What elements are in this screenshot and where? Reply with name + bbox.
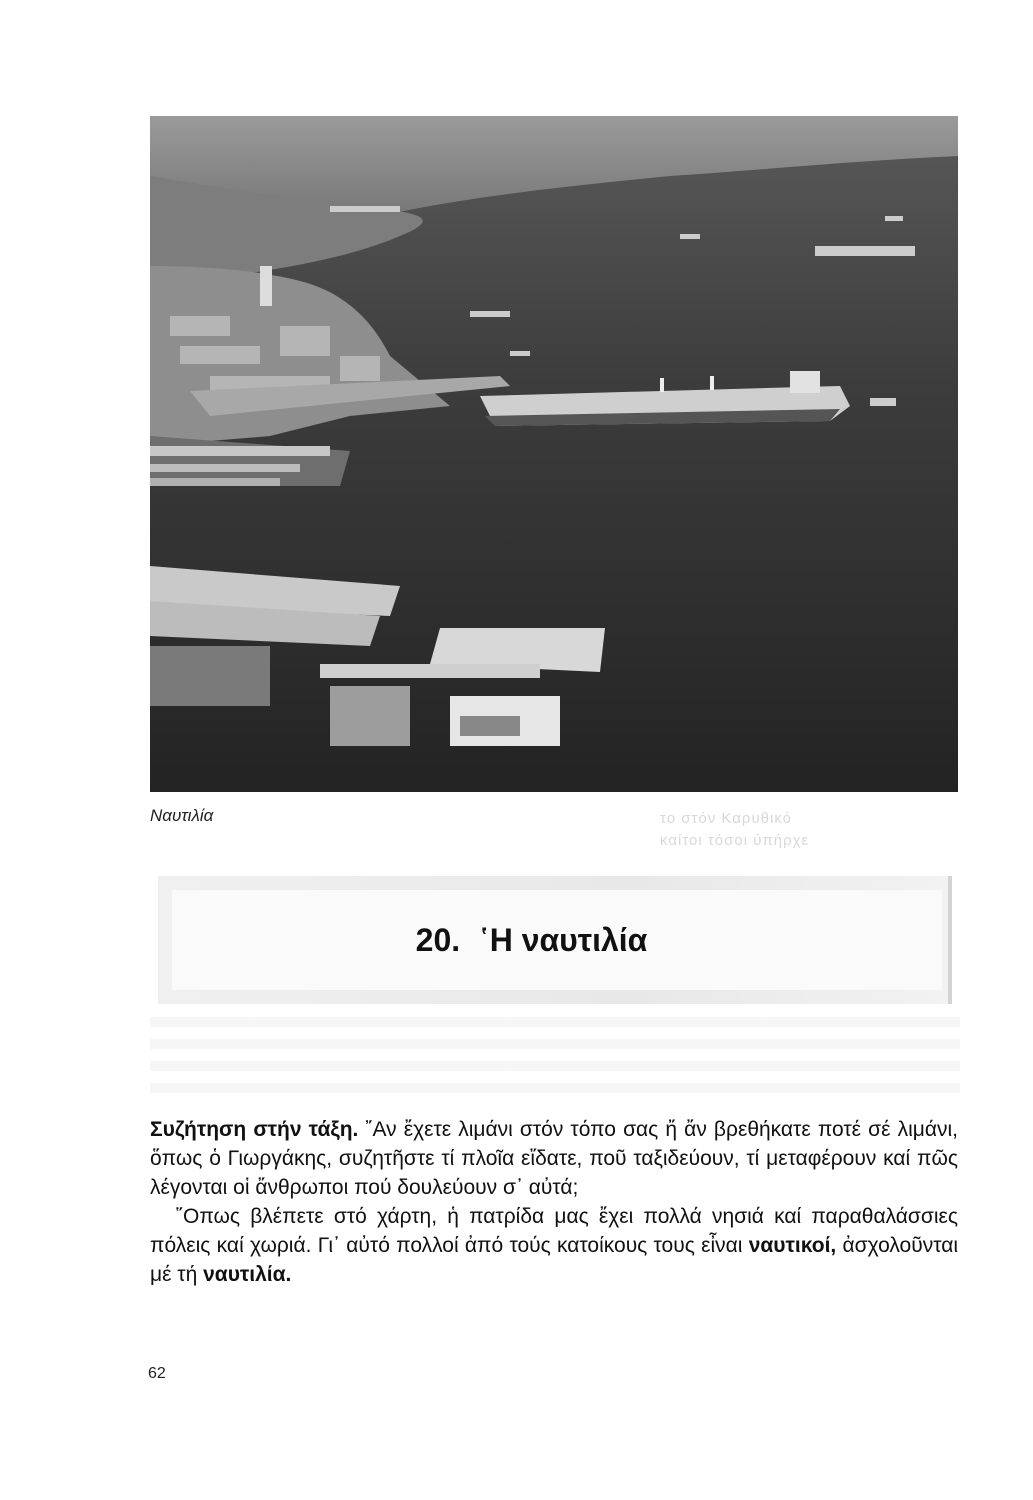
body-text [150, 1115, 958, 1289]
discussion-text: ῎Αν ἔχετε λιμάνι στόν τόπο σας ἤ ἄν βρεθήκατε ποτέ σέ λιμάνι, ὅπως ὁ Γιωργάκης, συζητῆστε τί πλοῖα εἴδατε, ποῦ ταξιδεύουν, τί μεταφέρουν καί πῶς λέγονται οἱ ἄνθρωποι πού δουλεύουν σ᾽ αὐτά; [150, 1118, 958, 1199]
chapter-name: ῾Η ναυτιλία [479, 922, 648, 958]
term-nautikoi: ναυτικοί, [748, 1234, 837, 1257]
term-nautilia: ναυτιλία. [203, 1263, 292, 1286]
chapter-title [0, 922, 1033, 959]
show-through-text: το στόν Καρυθικό καίτοι τόσοι ύπήρχε [660, 810, 810, 849]
paragraph-nautical [150, 1202, 958, 1289]
paragraph-discussion [150, 1115, 958, 1202]
photo-caption: Ναυτιλία [150, 806, 214, 825]
show-through-band [150, 1005, 960, 1105]
harbor-photo-drawing [150, 116, 958, 792]
nautical-mid: ἀσχολοῦνται μέ τή [150, 1234, 959, 1286]
chapter-number: 20. [415, 922, 461, 958]
nautical-text: ῞Οπως βλέπετε στό χάρτη, ἡ πατρίδα μας ἔχει πολλά νησιά καί παραθαλάσσιες πόλεις καί χωριά. Γι᾽ αὐτό πολλοί ἀπό τούς κατοίκους τους εἶναι [150, 1205, 958, 1257]
page-number: 62 [148, 1365, 166, 1382]
harbor-photo [150, 116, 958, 792]
discussion-lead: Συζήτηση στήν τάξη. [150, 1118, 359, 1141]
silo [260, 266, 272, 306]
